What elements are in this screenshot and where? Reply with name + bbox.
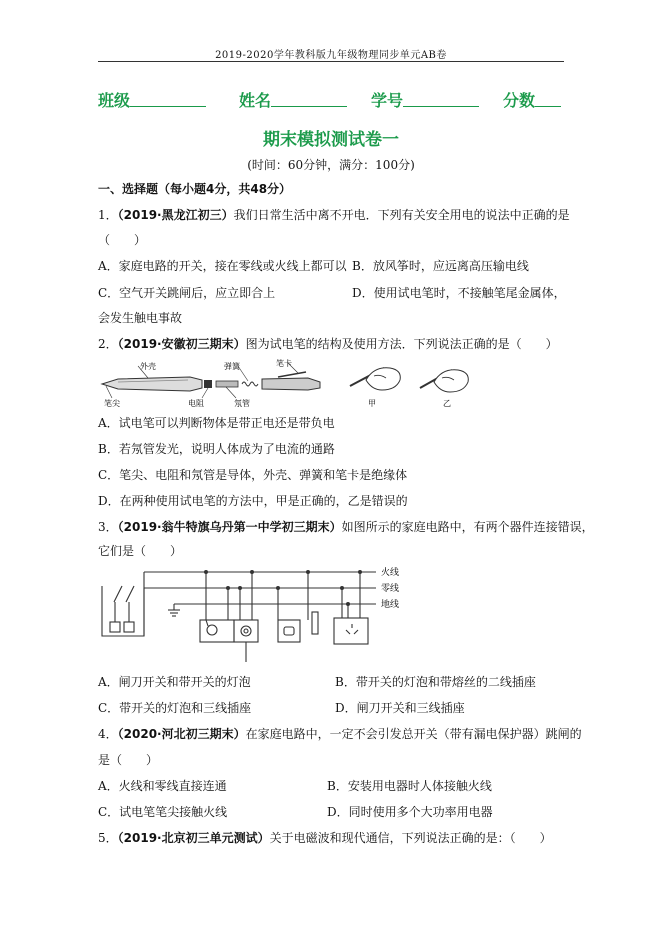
id-blank[interactable] [403, 88, 479, 107]
q3-option-a[interactable]: A．闸刀开关和带开关的灯泡 [98, 675, 251, 689]
q4-option-d[interactable]: D．同时使用多个大功率用电器 [327, 805, 493, 819]
section-heading: 一、选择题（每小题4分，共48分） [98, 182, 292, 196]
q1-option-d[interactable]: D．使用试电笔时，不接触笔尾金属体， [352, 286, 566, 300]
name-field[interactable]: 姓名 [239, 88, 271, 111]
label-neon: 氖管 [234, 399, 250, 408]
label-yi: 乙 [443, 399, 451, 408]
label-resistor: 电阻 [188, 399, 204, 408]
label-shell: 外壳 [140, 362, 156, 371]
hand-jia-figure [350, 368, 400, 390]
question-1: 1．（2019·黑龙江初三）我们日常生活中离不开电．下列有关安全用电的说法中正确的是 [98, 208, 570, 222]
class-field[interactable]: 班级 [98, 88, 130, 111]
q1-option-d-cont: 会发生触电事故 [98, 311, 183, 325]
question-5: 5．（2019·北京初三单元测试）关于电磁波和现代通信，下列说法正确的是：（ ） [98, 831, 552, 845]
question-2: 2．（2019·安徽初三期末）图为试电笔的结构及使用方法．下列说法正确的是（ ） [98, 337, 558, 351]
exam-subtitle: (时间：60分钟，满分：100分) [247, 158, 415, 172]
q3-option-c[interactable]: C．带开关的灯泡和三线插座 [98, 701, 252, 715]
test-pen-figure [98, 358, 478, 410]
q3-option-b[interactable]: B．带开关的灯泡和带熔丝的二线插座 [335, 675, 536, 689]
q4-option-a[interactable]: A．火线和零线直接连通 [98, 779, 227, 793]
question-4: 4．（2020·河北初三期末）在家庭电路中，一定不会引发总开关（带有漏电保护器）跳闸的 [98, 727, 582, 741]
score-field[interactable]: 分数 [503, 88, 535, 111]
q4-option-c[interactable]: C．试电笔笔尖接触火线 [98, 805, 228, 819]
q4-option-b[interactable]: B．安装用电器时人体接触火线 [327, 779, 492, 793]
class-blank[interactable] [130, 88, 206, 107]
q1-option-c[interactable]: C．空气开关跳闸后，应立即合上 [98, 286, 276, 300]
student-info-row [98, 88, 568, 112]
label-jia: 甲 [368, 399, 376, 408]
name-blank[interactable] [271, 88, 347, 107]
question-3-cont: 它们是（ ） [98, 544, 183, 558]
q2-option-a[interactable]: A．试电笔可以判断物体是带正电还是带负电 [98, 416, 335, 430]
label-clip: 笔卡 [276, 359, 292, 368]
q1-option-b[interactable]: B．放风筝时，应远离高压输电线 [352, 259, 529, 273]
exam-title: 期末模拟测试卷一 [263, 130, 399, 150]
label-spring: 弹簧 [224, 362, 240, 371]
q1-answer-paren: （ ） [98, 233, 147, 247]
id-field[interactable]: 学号 [371, 88, 403, 111]
score-blank[interactable] [535, 88, 561, 107]
label-ground-wire: 地线 [381, 600, 400, 610]
question-3: 3．（2019·翁牛特旗乌丹第一中学初三期末）如图所示的家庭电路中，有两个器件连接错误， [98, 520, 594, 534]
q2-option-c[interactable]: C．笔尖、电阻和氖管是导体，外壳、弹簧和笔卡是绝缘体 [98, 468, 408, 482]
circuit-diagram [98, 564, 428, 670]
label-live-wire: 火线 [381, 568, 400, 578]
hand-yi-figure [420, 370, 468, 392]
header-divider [98, 61, 564, 62]
question-4-cont: 是（ ） [98, 753, 159, 767]
q3-option-d[interactable]: D．闸刀开关和三线插座 [335, 701, 465, 715]
q1-option-a[interactable]: A．家庭电路的开关，接在零线或火线上都可以 [98, 259, 347, 273]
page-header: 2019-2020学年教科版九年级物理同步单元AB卷 [215, 50, 447, 61]
label-tip: 笔尖 [104, 399, 120, 408]
q2-option-b[interactable]: B．若氖管发光，说明人体成为了电流的通路 [98, 442, 335, 456]
q2-option-d[interactable]: D．在两种使用试电笔的方法中，甲是正确的，乙是错误的 [98, 494, 408, 508]
label-neutral-wire: 零线 [381, 584, 400, 594]
